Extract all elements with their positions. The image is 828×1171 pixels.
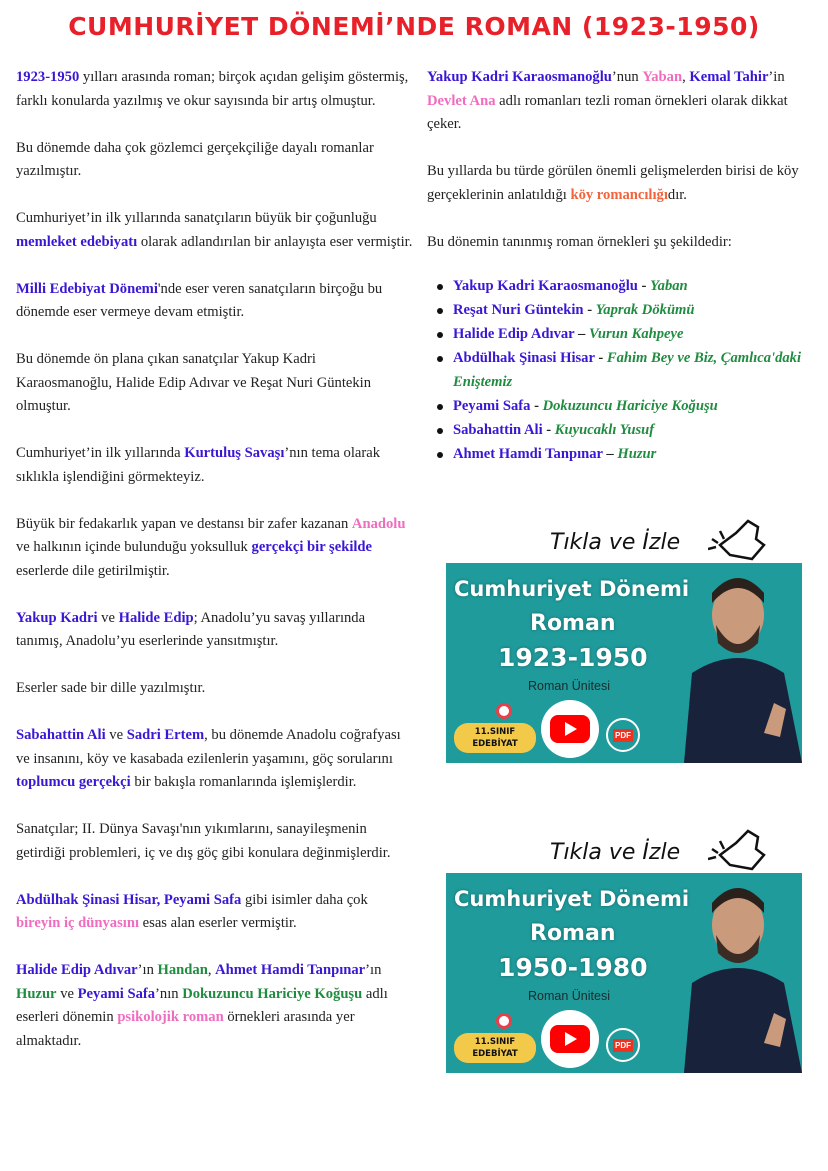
novel-title: Yaprak Dökümü	[595, 301, 695, 318]
highlighted-term: Yaban	[642, 69, 683, 85]
text-segment: Bu dönemde ön plana çıkan sanatçılar Yakup Kadri Karaosmanoğlu, Halide Edip Adıvar ve Reşat Nuri Güntekin olmuştur.	[16, 351, 372, 414]
badge-line: EDEBİYAT	[472, 739, 518, 749]
highlighted-term: Abdülhak Şinasi Hisar, Peyami Safa	[16, 891, 242, 908]
text-segment: esas alan eserler vermiştir.	[139, 915, 297, 931]
paragraph	[16, 607, 414, 654]
text-segment: ’nın	[155, 985, 183, 1002]
author-name: Ahmet Hamdi Tanpınar	[453, 445, 603, 462]
page-title: CUMHURİYET DÖNEMİ’NDE ROMAN (1923-1950)	[68, 12, 760, 41]
highlighted-term: Devlet Ana	[427, 92, 496, 109]
paragraph	[16, 207, 414, 254]
paragraph	[16, 348, 414, 419]
highlighted-term: memleket edebiyatı	[16, 233, 138, 250]
text-segment: ’in	[768, 69, 785, 85]
author-name: Peyami Safa	[453, 397, 531, 414]
text-segment: olarak adlandırılan bir anlayışta eser vermiştir.	[137, 233, 413, 250]
text-segment: Eserler sade bir dille yazılmıştır.	[16, 680, 206, 696]
highlighted-term: Kurtuluş Savaşı	[184, 445, 285, 461]
text-segment: ,	[207, 962, 216, 978]
highlighted-term: köy romancılığı	[570, 186, 668, 203]
grade-badge	[454, 723, 536, 753]
highlighted-term: Dokuzuncu Hariciye Koğuşu	[182, 985, 363, 1002]
text-segment: Bu dönemde daha çok gözlemci gerçekçiliğe dayalı romanlar yazılmıştır.	[16, 139, 374, 179]
novel-title: Huzur	[617, 445, 657, 462]
paragraph	[427, 66, 822, 137]
video-thumbnail-image[interactable]	[446, 563, 802, 763]
highlighted-term: Kemal Tahir	[689, 69, 769, 85]
thumbnail-years: 1923-1950	[498, 643, 648, 672]
badge-line: 11.SINIF	[474, 1037, 516, 1047]
paragraph	[16, 677, 414, 701]
thumbnail-title: Cumhuriyet Dönemi	[454, 577, 690, 601]
separator: –	[574, 325, 589, 342]
paragraph	[427, 160, 822, 207]
text-segment: eserlerde dile getirilmiştir.	[16, 562, 170, 579]
text-segment: Sanatçılar; II. Dünya Savaşı'nın yıkımlarını, sanayileşmenin getirdiği problemleri, iç ve dış göç gibi konulara değinmişlerdir.	[16, 821, 391, 861]
text-segment: Büyük bir fedakarlık yapan ve destansı bir zafer kazanan	[16, 515, 352, 532]
grade-badge	[454, 1033, 536, 1063]
right-column	[427, 66, 822, 466]
pointing-hand-icon	[708, 825, 768, 875]
right-paragraphs	[427, 66, 822, 254]
click-and-watch-label[interactable]: Tıkla ve İzle	[550, 530, 681, 555]
text-segment: Bu yıllarda bu türde görülen önemli gelişmelerden birisi de köy gerçeklerinin anlatıldığı	[427, 163, 799, 203]
highlighted-term: Sabahattin Ali	[16, 727, 106, 743]
pdf-icon	[606, 1028, 640, 1062]
author-name: Yakup Kadri Karaosmanoğlu	[453, 277, 638, 294]
pointing-hand-icon	[708, 515, 768, 565]
paragraph	[16, 818, 414, 865]
text-segment: Cumhuriyet’in ilk yıllarında	[16, 445, 185, 461]
text-segment: ’ın	[365, 962, 382, 978]
list-item	[427, 394, 822, 418]
text-segment: ; Anadolu’yu savaş yıllarında tanımış, Anadolu’yu eserlerinde yansıtmıştır.	[16, 609, 366, 649]
text-segment: bir bakışla romanlarında işlemişlerdir.	[130, 774, 357, 790]
paragraph	[16, 724, 414, 795]
paragraph	[16, 442, 414, 489]
paragraph	[427, 231, 822, 255]
video-thumbnail-2[interactable]	[446, 840, 802, 1073]
thumbnail-years: 1950-1980	[498, 953, 648, 982]
video-thumbnail-1[interactable]	[446, 530, 802, 763]
highlighted-term: gerçekçi bir şekilde	[251, 539, 373, 555]
list-item	[427, 442, 822, 466]
text-segment: ve halkının içinde bulunduğu yoksulluk	[16, 539, 252, 555]
thumbnail-unit: Roman Ünitesi	[528, 679, 610, 693]
text-segment: ve	[105, 727, 127, 743]
highlighted-term: Milli Edebiyat Dönemi	[16, 280, 158, 297]
click-and-watch-label[interactable]: Tıkla ve İzle	[550, 840, 681, 865]
author-name: Halide Edip Adıvar	[453, 325, 575, 342]
highlighted-term: Anadolu	[351, 515, 406, 532]
badge-line: 11.SINIF	[474, 727, 516, 737]
paragraph	[16, 137, 414, 184]
pdf-label: PDF	[615, 1041, 631, 1050]
separator: -	[583, 301, 596, 318]
paragraph	[16, 889, 414, 936]
list-item	[427, 298, 822, 322]
text-segment: 'nde eser veren sanatçıların birçoğu bu dönemde eser vermeye devam etmiştir.	[16, 280, 383, 320]
highlighted-term: psikolojik roman	[117, 1009, 224, 1025]
highlighted-term: Ahmet Hamdi Tanpınar	[215, 962, 366, 978]
presenter-photo	[674, 563, 802, 763]
text-segment: ve	[56, 985, 78, 1002]
paragraph	[16, 959, 414, 1053]
text-segment: yılları arasında roman; birçok açıdan gelişim göstermiş, farklı konularda yazılmış ve okur sayısında bir artış olmuştur.	[16, 69, 409, 109]
novel-title: Yaban	[650, 277, 688, 294]
text-segment: ve	[97, 609, 119, 626]
author-name: Sabahattin Ali	[453, 421, 543, 438]
paragraph	[16, 513, 414, 584]
thumbnail-unit: Roman Ünitesi	[528, 989, 610, 1003]
highlighted-term: Yakup Kadri Karaosmanoğlu	[427, 69, 612, 85]
thumbnail-subtitle: Roman	[530, 921, 616, 946]
youtube-play-icon	[550, 715, 590, 743]
thumbnail-subtitle: Roman	[530, 611, 616, 636]
text-segment: , bu dönemde Anadolu coğrafyası ve insanını, köy ve kasabada ezilenlerin yaşamını, göç sorularını	[16, 727, 401, 767]
play-button[interactable]	[541, 1010, 599, 1068]
highlighted-term: Handan	[157, 962, 208, 978]
badge-line: EDEBİYAT	[472, 1049, 518, 1059]
highlighted-term: Halide Edip	[118, 609, 194, 626]
text-segment: örnekleri arasında yer almaktadır.	[16, 1009, 355, 1049]
separator: -	[594, 349, 607, 366]
list-item	[427, 346, 822, 394]
text-segment: dır.	[667, 186, 687, 203]
author-name: Abdülhak Şinasi Hisar	[453, 349, 595, 366]
text-segment: adlı eserleri dönemin	[16, 985, 388, 1025]
novel-list	[427, 274, 822, 466]
text-segment: ’ın	[137, 962, 158, 978]
text-segment: ,	[682, 69, 690, 85]
text-segment: Cumhuriyet’in ilk yıllarında sanatçıların büyük bir çoğunluğu	[16, 210, 377, 226]
play-button[interactable]	[541, 700, 599, 758]
novel-title: Kuyucaklı Yusuf	[554, 421, 655, 438]
highlighted-term: Yakup Kadri	[16, 609, 98, 626]
text-segment: adlı romanları tezli roman örnekleri olarak dikkat çeker.	[427, 92, 788, 132]
novel-title: Fahim Bey ve Biz, Çamlıca'daki Eniştemiz	[453, 349, 802, 390]
highlighted-term: bireyin iç dünyasını	[16, 915, 140, 931]
highlighted-term: Sadri Ertem	[126, 727, 205, 743]
channel-logo-icon	[496, 703, 512, 719]
novel-title: Vurun Kahpeye	[588, 325, 684, 342]
paragraph	[16, 278, 414, 325]
pdf-label: PDF	[615, 731, 631, 740]
highlighted-term: Huzur	[16, 985, 57, 1002]
text-segment: gibi isimler daha çok	[241, 891, 368, 908]
presenter-photo	[674, 873, 802, 1073]
channel-logo-icon	[496, 1013, 512, 1029]
highlighted-term: Halide Edip Adıvar	[16, 962, 138, 978]
author-name: Reşat Nuri Güntekin	[453, 301, 584, 318]
list-item	[427, 274, 822, 298]
paragraph	[16, 66, 414, 113]
novel-title: Dokuzuncu Hariciye Koğuşu	[542, 397, 718, 414]
separator: –	[602, 445, 618, 462]
youtube-play-icon	[550, 1025, 590, 1053]
separator: -	[530, 397, 543, 414]
text-segment: ’nın tema olarak sıklıkla işlendiğini görmekteyiz.	[16, 445, 381, 485]
highlighted-term: 1923-1950	[16, 69, 80, 85]
list-item	[427, 418, 822, 442]
highlighted-term: toplumcu gerçekçi	[16, 774, 131, 790]
separator: -	[542, 421, 555, 438]
list-item	[427, 322, 822, 346]
pdf-icon	[606, 718, 640, 752]
video-thumbnail-image[interactable]	[446, 873, 802, 1073]
thumbnail-title: Cumhuriyet Dönemi	[454, 887, 690, 911]
text-segment: Bu dönemin tanınmış roman örnekleri şu şekildedir:	[427, 233, 732, 250]
text-segment: ’nun	[611, 69, 643, 85]
separator: -	[637, 277, 651, 294]
highlighted-term: Peyami Safa	[77, 985, 156, 1002]
left-column	[16, 66, 414, 1077]
